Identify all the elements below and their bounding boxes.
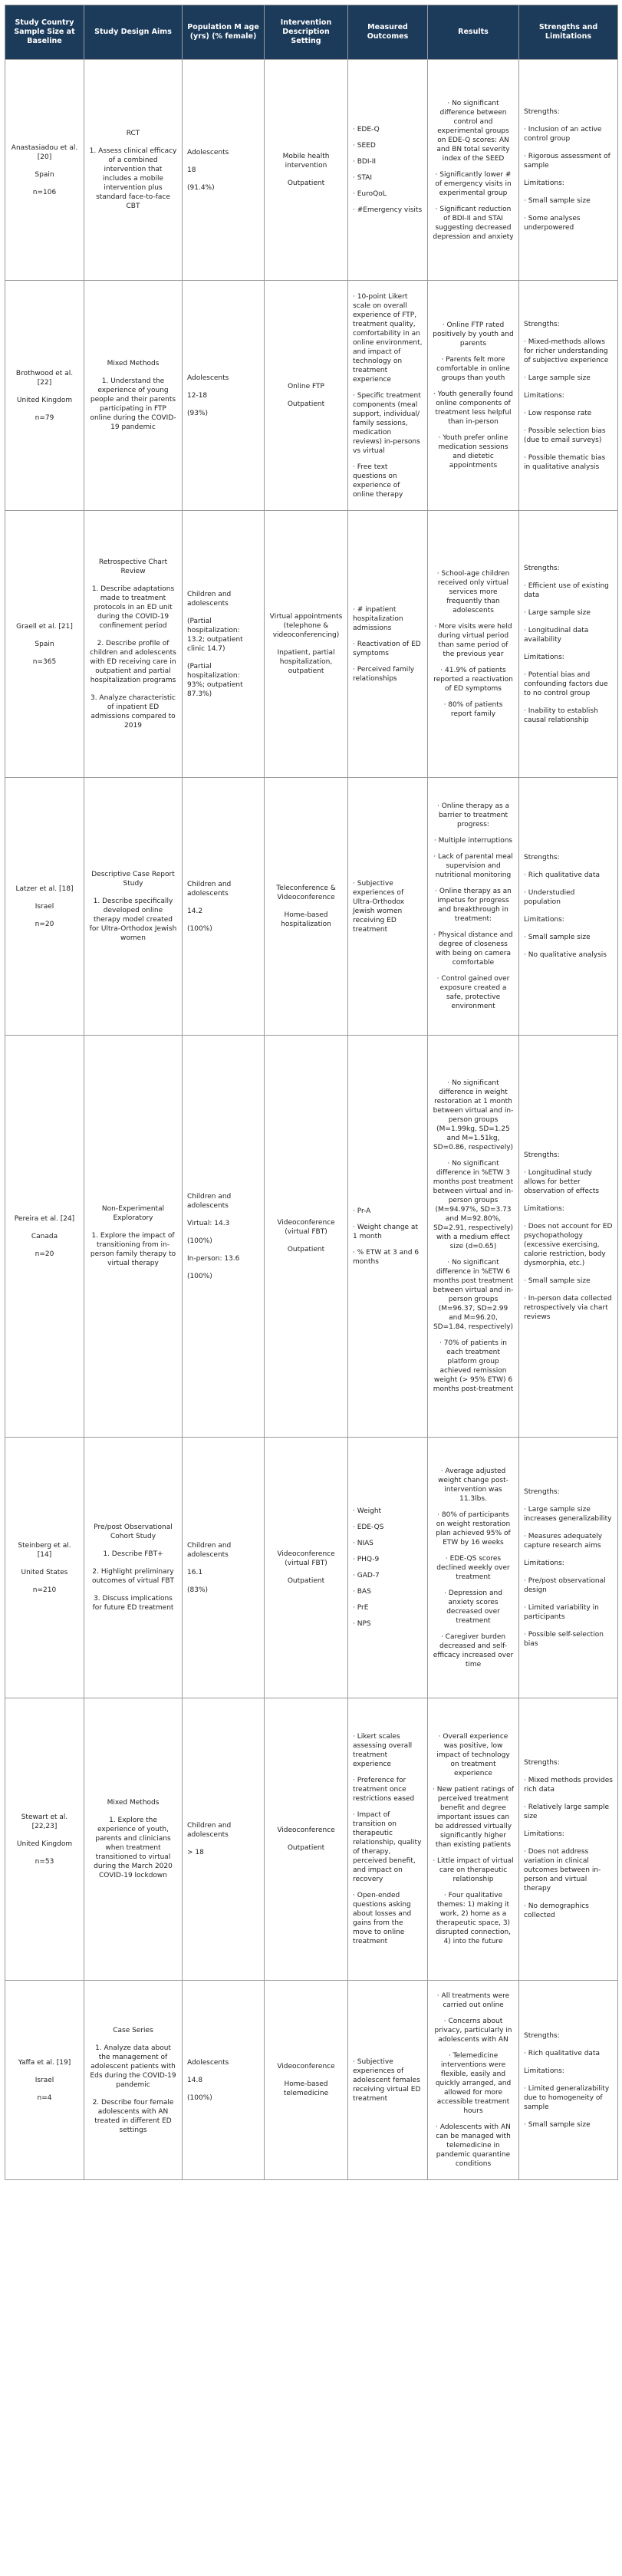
strength-limitation-line: · Understudied population: [524, 889, 575, 906]
population-line: Children and adolescents: [187, 590, 232, 608]
study-country: Israel: [35, 2076, 54, 2084]
result-item: · Average adjusted weight change post-intervention was 11.3lbs.: [433, 1467, 514, 1504]
outcome-item: · 10-point Likert scale on overall experience of FTP, treatment quality, comfortability in an online environment, and impact of technology on treatment experience: [353, 292, 423, 384]
results-list: [433, 321, 514, 470]
study-sample-size: n=210: [32, 1586, 57, 1594]
strengths-cell: [519, 60, 618, 281]
population-line: Adolescents: [187, 374, 229, 382]
studies-table: [5, 5, 618, 2180]
population-line: (100%): [187, 2093, 212, 2102]
header-outcomes: Measured Outcomes: [348, 5, 428, 60]
intervention-line: Outpatient: [287, 1246, 325, 1253]
population-line: 14.8: [187, 2076, 203, 2084]
study-design: RCT: [126, 130, 140, 137]
results-list: [433, 99, 514, 242]
strength-limitation-line: · Pre/post observational design: [524, 1576, 606, 1594]
study-aim: 1. Analyze data about the management of adolescent patients with Eds during the COVID-19 pandemic: [90, 2044, 176, 2089]
study-cell: [5, 60, 84, 281]
table-row: [5, 1981, 618, 2180]
intervention-line: Videoconference (virtual FBT): [277, 1219, 335, 1236]
intervention-line: Virtual appointments (telephone & videoconferencing): [269, 613, 343, 639]
strength-limitation-line: Strengths:: [524, 1151, 560, 1159]
population-line: (93%): [187, 409, 209, 417]
strength-limitation-line: · No qualitative analysis: [524, 951, 607, 959]
strength-limitation-line: · Large sample size: [524, 608, 591, 617]
outcome-item: · STAI: [353, 173, 423, 183]
population-line: 18: [187, 166, 196, 174]
outcome-item: · # inpatient hospitalization admissions: [353, 605, 423, 633]
table-row: [5, 281, 618, 511]
results-list: [433, 1991, 514, 2169]
outcomes-cell: [348, 60, 428, 281]
results-cell: [428, 1981, 519, 2180]
outcome-item: · EDE-Q: [353, 125, 423, 134]
design-cell: [84, 778, 183, 1036]
outcomes-cell: [348, 1036, 428, 1438]
outcome-item: · NIAS: [353, 1539, 423, 1548]
results-cell: [428, 1698, 519, 1981]
population-line: (100%): [187, 1237, 212, 1245]
intervention-cell: [265, 1438, 348, 1698]
result-item: · Significantly lower # of emergency visits in experimental group: [433, 170, 514, 198]
strength-limitation-line: · Small sample size: [524, 197, 591, 205]
population-cell: [183, 1981, 265, 2180]
study-name: Latzer et al. [18]: [15, 884, 74, 893]
strength-limitation-line: · Does not account for ED psychopathology (excessive exercising, calorie restriction, body dysmorphia, etc.): [524, 1223, 613, 1267]
strength-limitation-line: Limitations:: [524, 916, 564, 924]
study-aim: 3. Discuss implications for future ED treatment: [92, 1595, 174, 1612]
results-cell: [428, 778, 519, 1036]
result-item: · Little impact of virtual care on therapeutic relationship: [433, 1856, 514, 1884]
outcome-item: · Subjective experiences of Ultra-Orthodox Jewish women receiving ED treatment: [353, 879, 423, 934]
header-row: [5, 5, 618, 60]
study-cell: [5, 1698, 84, 1981]
result-item: · Youth prefer online medication sessions and dietetic appointments: [433, 433, 514, 470]
strength-limitation-line: · Rich qualitative data: [524, 2049, 600, 2057]
intervention-cell: [265, 1036, 348, 1438]
study-cell: [5, 1036, 84, 1438]
result-item: · School-age children received only virtual services more frequently than adolescents: [433, 569, 514, 615]
strength-limitation-line: Strengths:: [524, 854, 560, 861]
study-name: Graell et al. [21]: [16, 622, 73, 631]
outcome-item: · EDE-QS: [353, 1523, 423, 1532]
header-study: Study Country Sample Size at Baseline: [5, 5, 84, 60]
study-design: Pre/post Observational Cohort Study: [94, 1524, 173, 1540]
results-cell: [428, 1438, 519, 1698]
result-item: · Overall experience was positive, low impact of technology on treatment experience: [433, 1732, 514, 1778]
study-name: Stewart et al. [22,23]: [21, 1813, 68, 1830]
population-cell: [183, 778, 265, 1036]
intervention-line: Outpatient: [287, 180, 325, 187]
strength-limitation-line: · Inclusion of an active control group: [524, 126, 602, 143]
table-row: [5, 1438, 618, 1698]
outcome-item: · Pr-A: [353, 1207, 423, 1216]
result-item: · Significant reduction of BDI-II and STAI suggesting decreased depression and anxiety: [433, 205, 514, 242]
outcomes-list: [353, 2057, 423, 2103]
result-item: · Parents felt more comfortable in online groups than youth: [433, 355, 514, 383]
result-item: · Control gained over exposure created a safe, protective environment: [433, 974, 514, 1011]
outcome-item: · EuroQoL: [353, 189, 423, 199]
population-line: Children and adolescents: [187, 1822, 232, 1839]
result-item: · Physical distance and degree of closeness with being on camera comfortable: [433, 931, 514, 967]
outcome-item: · % ETW at 3 and 6 months: [353, 1248, 423, 1267]
intervention-cell: [265, 1698, 348, 1981]
strength-limitation-line: Strengths:: [524, 320, 560, 328]
strength-limitation-line: · Relatively large sample size: [524, 1804, 610, 1820]
header-design: Study Design Aims: [84, 5, 183, 60]
strength-limitation-line: · Possible selection bias (due to email surveys): [524, 427, 606, 444]
outcomes-cell: [348, 281, 428, 511]
study-name: Yaffa et al. [19]: [18, 2058, 71, 2067]
study-sample-size: n=365: [32, 657, 57, 666]
study-cell: [5, 778, 84, 1036]
strength-limitation-line: Strengths:: [524, 108, 560, 116]
outcomes-cell: [348, 1438, 428, 1698]
strength-limitation-line: · Does not address variation in clinical outcomes between in-person and virtual therapy: [524, 1848, 601, 1892]
strength-limitation-line: Limitations:: [524, 653, 564, 661]
strength-limitation-line: · Low response rate: [524, 409, 592, 417]
study-aim: 1. Describe adaptations made to treatment protocols in an ED unit during the COVID-19 confinement period: [91, 585, 175, 630]
intervention-line: Online FTP: [288, 383, 324, 390]
header-population: Population M age (yrs) (% female): [183, 5, 265, 60]
strength-limitation-line: · Potential bias and confounding factors due to no control group: [524, 670, 608, 697]
design-cell: [84, 1036, 183, 1438]
study-design: Mixed Methods: [107, 1799, 160, 1807]
outcomes-list: [353, 1507, 423, 1629]
study-country: Israel: [35, 902, 54, 911]
population-line: 12-18: [187, 391, 208, 400]
study-aim: 1. Describe specifically developed online therapy model created for Ultra-Orthodox Jewish women: [89, 898, 177, 942]
intervention-cell: [265, 281, 348, 511]
outcomes-list: [353, 605, 423, 684]
strength-limitation-line: · Longitudinal study allows for better observation of effects: [524, 1169, 600, 1195]
result-item: · Online therapy as a barrier to treatment progress:: [433, 802, 514, 829]
study-design: Mixed Methods: [107, 360, 160, 367]
population-line: (91.4%): [187, 183, 215, 192]
strength-limitation-line: Limitations:: [524, 1205, 564, 1213]
result-item: · No significant difference in %ETW 6 months post treatment between virtual and in-person groups (M=96.37, SD=2.99 and M=96.20, SD=1.84, respectively): [433, 1258, 514, 1332]
strength-limitation-line: · Large sample size: [524, 374, 591, 382]
design-cell: [84, 60, 183, 281]
strengths-cell: [519, 1698, 618, 1981]
study-sample-size: n=53: [35, 1857, 54, 1866]
result-item: · 80% of patients report family: [433, 700, 514, 719]
strength-limitation-line: · Longitudinal data availability: [524, 626, 589, 644]
strength-limitation-line: · In-person data collected retrospectively via chart reviews: [524, 1295, 612, 1321]
result-item: · Concerns about privacy, particularly in adolescents with AN: [433, 2017, 514, 2044]
results-list: [433, 802, 514, 1011]
intervention-line: Outpatient: [287, 1844, 325, 1852]
population-line: 16.1: [187, 1568, 203, 1576]
design-cell: [84, 1438, 183, 1698]
study-sample-size: n=20: [35, 1250, 54, 1258]
design-cell: [84, 1698, 183, 1981]
strength-limitation-line: · Efficient use of existing data: [524, 581, 609, 599]
strength-limitation-line: · Large sample size increases generalizability: [524, 1505, 612, 1523]
strengths-cell: [519, 281, 618, 511]
intervention-line: Mobile health intervention: [282, 153, 330, 170]
intervention-line: Outpatient: [287, 1577, 325, 1585]
study-country: Canada: [31, 1232, 58, 1240]
outcome-item: · #Emergency visits: [353, 206, 423, 215]
intervention-line: Videoconference: [277, 1827, 335, 1834]
strength-limitation-line: · Small sample size: [524, 1277, 591, 1285]
study-aim: 1. Explore the impact of transitioning from in-person family therapy to virtual therapy: [90, 1232, 176, 1267]
strength-limitation-line: · Limited generalizability due to homogeneity of sample: [524, 2084, 610, 2111]
outcome-item: · GAD-7: [353, 1571, 423, 1580]
study-cell: [5, 1981, 84, 2180]
population-line: Children and adolescents: [187, 1541, 232, 1559]
result-item: · Online FTP rated positively by youth and parents: [433, 321, 514, 348]
outcome-item: · Free text questions on experience of online therapy: [353, 463, 423, 499]
strength-limitation-line: · Possible thematic bias in qualitative analysis: [524, 453, 606, 471]
result-item: · Caregiver burden decreased and self-efficacy increased over time: [433, 1632, 514, 1669]
result-item: · Multiple interruptions: [433, 836, 514, 845]
study-country: Spain: [35, 640, 54, 648]
strength-limitation-line: · Limited variability in participants: [524, 1603, 599, 1621]
intervention-line: Teleconference & Videoconference: [276, 884, 336, 901]
outcome-item: · Weight: [353, 1507, 423, 1516]
study-name: Brothwood et al. [22]: [15, 369, 74, 387]
strength-limitation-line: Limitations:: [524, 2067, 564, 2075]
outcomes-list: [353, 125, 423, 215]
population-cell: [183, 281, 265, 511]
population-cell: [183, 1036, 265, 1438]
study-aim: 1. Understand the experience of young people and their parents participating in FTP online during the COVID-19 pandemic: [90, 377, 176, 431]
outcome-item: · Preference for treatment once restrictions eased: [353, 1776, 423, 1804]
study-country: United Kingdom: [16, 1840, 73, 1848]
outcome-item: · Open-ended questions asking about losses and gains from the move to online treatment: [353, 1891, 423, 1946]
strength-limitation-line: Strengths:: [524, 1759, 560, 1767]
intervention-line: Videoconference: [277, 2063, 335, 2070]
strength-limitation-line: · No demographics collected: [524, 1902, 589, 1919]
population-line: > 18: [187, 1849, 204, 1856]
result-item: · 70% of patients in each treatment platform group achieved remission weight (> 95% ETW) 6 months post-treatment: [433, 1339, 514, 1394]
outcome-item: · Impact of transition on therapeutic relationship, quality of therapy, perceived benefit, and impact on recovery: [353, 1810, 423, 1884]
result-item: · Online therapy as an impetus for progress and breakthrough in treatment:: [433, 887, 514, 924]
study-sample-size: n=79: [35, 413, 54, 422]
strength-limitation-line: Strengths:: [524, 2031, 560, 2040]
population-cell: [183, 1698, 265, 1981]
strengths-cell: [519, 1036, 618, 1438]
population-cell: [183, 1438, 265, 1698]
study-design: Retrospective Chart Review: [98, 558, 168, 575]
study-name: Steinberg et al. [14]: [18, 1541, 71, 1559]
results-cell: [428, 60, 519, 281]
outcome-item: · NPS: [353, 1619, 423, 1629]
strengths-cell: [519, 1438, 618, 1698]
table-row: [5, 1036, 618, 1438]
population-cell: [183, 60, 265, 281]
outcomes-list: [353, 292, 423, 499]
header-results: Results: [428, 5, 519, 60]
result-item: · Depression and anxiety scores decreased over treatment: [433, 1589, 514, 1626]
population-line: (83%): [187, 1586, 209, 1594]
population-line: (100%): [187, 924, 212, 933]
result-item: · 41.9% of patients reported a reactivation of ED symptoms: [433, 666, 514, 693]
header-intervention: Intervention Description Setting: [265, 5, 348, 60]
study-sample-size: n=20: [35, 920, 54, 928]
population-line: (Partial hospitalization: 93%; outpatient 87.3%): [187, 662, 243, 698]
design-cell: [84, 511, 183, 778]
strengths-cell: [519, 1981, 618, 2180]
results-list: [433, 569, 514, 719]
results-cell: [428, 281, 519, 511]
strength-limitation-line: Limitations:: [524, 180, 564, 187]
strength-limitation-line: · Mixed methods provides rich data: [524, 1777, 613, 1794]
intervention-line: Outpatient: [287, 400, 325, 408]
results-list: [433, 1467, 514, 1669]
result-item: · New patient ratings of perceived treatment benefit and degree important issues can be addressed virtually significantly higher than existing patients: [433, 1785, 514, 1850]
results-cell: [428, 1036, 519, 1438]
strength-limitation-line: · Rich qualitative data: [524, 871, 600, 879]
population-line: Adolescents: [187, 148, 229, 156]
study-design: Descriptive Case Report Study: [91, 871, 175, 888]
study-design: Non-Experimental Exploratory: [101, 1205, 165, 1222]
outcome-item: · Weight change at 1 month: [353, 1223, 423, 1241]
intervention-line: Home-based hospitalization: [281, 911, 331, 928]
study-sample-size: n=4: [37, 2093, 52, 2102]
result-item: · All treatments were carried out online: [433, 1991, 514, 2010]
population-line: Children and adolescents: [187, 1192, 232, 1210]
study-aim: 1. Assess clinical efficacy of a combined intervention that includes a mobile intervention plus standard face-to-face CBT: [89, 147, 177, 210]
study-sample-size: n=106: [32, 188, 57, 196]
study-aim: 2. Describe profile of children and adolescents with ED receiving care in outpatient and partial hospitalization programs: [90, 640, 176, 684]
outcomes-list: [353, 1732, 423, 1946]
intervention-cell: [265, 511, 348, 778]
design-cell: [84, 281, 183, 511]
study-name: Anastasiadou et al. [20]: [11, 143, 78, 161]
strength-limitation-line: Limitations:: [524, 1830, 564, 1838]
outcomes-cell: [348, 511, 428, 778]
outcome-item: · Specific treatment components (meal support, individual/ family sessions, medication reviews) in-persons vs virtual: [353, 391, 423, 456]
population-line: Adolescents: [187, 2058, 229, 2067]
results-list: [433, 1732, 514, 1946]
population-line: (Partial hospitalization: 13.2; outpatient clinic 14.7): [187, 617, 243, 653]
study-country: United States: [21, 1568, 68, 1576]
intervention-cell: [265, 60, 348, 281]
results-list: [433, 1079, 514, 1394]
result-item: · Adolescents with AN can be managed with telemedicine in pandemic quarantine conditions: [433, 2123, 514, 2169]
study-aim: 2. Highlight preliminary outcomes of virtual FBT: [91, 1568, 175, 1585]
outcomes-list: [353, 1207, 423, 1267]
study-country: Spain: [35, 170, 54, 179]
result-item: · Telemedicine interventions were flexible, easily and quickly arranged, and allowed for more accessible treatment hours: [433, 2051, 514, 2116]
study-cell: [5, 511, 84, 778]
intervention-cell: [265, 1981, 348, 2180]
outcome-item: · Likert scales assessing overall treatment experience: [353, 1732, 423, 1769]
study-cell: [5, 1438, 84, 1698]
intervention-line: Videoconference (virtual FBT): [277, 1550, 335, 1567]
population-cell: [183, 511, 265, 778]
intervention-line: Inpatient, partial hospitalization, outpatient: [277, 649, 335, 675]
table-row: [5, 1698, 618, 1981]
outcome-item: · BDI-II: [353, 157, 423, 166]
strength-limitation-line: · Rigorous assessment of sample: [524, 153, 610, 170]
outcome-item: · Subjective experiences of adolescent females receiving virtual ED treatment: [353, 2057, 423, 2103]
strength-limitation-line: · Small sample size: [524, 934, 591, 941]
strength-limitation-line: · Inability to establish causal relationship: [524, 707, 598, 724]
strength-limitation-line: Strengths:: [524, 1487, 560, 1496]
result-item: · Lack of parental meal supervision and nutritional monitoring: [433, 852, 514, 880]
strength-limitation-line: Limitations:: [524, 1559, 564, 1567]
study-aim: 3. Analyze characteristic of inpatient ED admissions compared to 2019: [90, 694, 176, 730]
outcomes-list: [353, 879, 423, 934]
population-line: (100%): [187, 1272, 212, 1280]
outcome-item: · SEED: [353, 141, 423, 150]
table-row: [5, 60, 618, 281]
strength-limitation-line: · Small sample size: [524, 2120, 591, 2129]
strength-limitation-line: Strengths:: [524, 564, 560, 572]
header-strengths: Strengths and Limitations: [519, 5, 618, 60]
design-cell: [84, 1981, 183, 2180]
result-item: · 80% of participants on weight restoration plan achieved 95% of ETW by 16 weeks: [433, 1510, 514, 1547]
study-name: Pereira et al. [24]: [14, 1214, 75, 1223]
result-item: · Youth generally found online components of treatment less helpful than in-person: [433, 390, 514, 427]
strengths-cell: [519, 778, 618, 1036]
outcome-item: · BAS: [353, 1587, 423, 1596]
outcome-item: · PrE: [353, 1603, 423, 1612]
study-aim: 1. Describe FBT+: [103, 1550, 163, 1558]
outcome-item: · Perceived family relationships: [353, 665, 423, 684]
study-design: Case Series: [113, 2026, 153, 2034]
result-item: · No significant difference in weight restoration at 1 month between virtual and in-person groups (M=1.99kg, SD=1.25 and M=1.51kg, SD=0.86, respectively): [433, 1079, 514, 1152]
strength-limitation-line: · Measures adequately capture research aims: [524, 1532, 603, 1550]
study-aim: 2. Describe four female adolescents with AN treated in different ED settings: [92, 2098, 174, 2134]
intervention-cell: [265, 778, 348, 1036]
strengths-cell: [519, 511, 618, 778]
strength-limitation-line: · Some analyses underpowered: [524, 215, 581, 232]
table-row: [5, 511, 618, 778]
result-item: · More visits were held during virtual period than same period of the previous year: [433, 622, 514, 659]
population-line: 14.2: [187, 907, 203, 915]
result-item: · Four qualitative themes: 1) making it work, 2) home as a therapeutic space, 3) disrupted connection, 4) into the future: [433, 1891, 514, 1946]
strength-limitation-line: Limitations:: [524, 391, 564, 400]
outcome-item: · PHQ-9: [353, 1555, 423, 1564]
result-item: · EDE-QS scores declined weekly over treatment: [433, 1554, 514, 1582]
population-line: In-person: 13.6: [187, 1254, 240, 1263]
study-aim: 1. Explore the experience of youth, parents and clinicians when treatment transitioned to virtual during the March 2020 COVID-19 lockdown: [94, 1817, 173, 1879]
result-item: · No significant difference between control and experimental groups on EDE-Q scores: AN and BN total severity index of the SEED: [433, 99, 514, 163]
outcomes-cell: [348, 1698, 428, 1981]
population-line: Virtual: 14.3: [187, 1219, 230, 1227]
intervention-line: Home-based telemedicine: [283, 2080, 329, 2097]
population-line: Children and adolescents: [187, 880, 232, 898]
outcomes-cell: [348, 778, 428, 1036]
outcomes-cell: [348, 1981, 428, 2180]
result-item: · No significant difference in %ETW 3 months post treatment between virtual and in-person groups (M=94.97%, SD=3.73 and M=92.80%, SD=2.91, respectively) with a medium effect size (d=0.65): [433, 1159, 514, 1251]
study-country: United Kingdom: [16, 396, 73, 404]
strength-limitation-line: · Mixed-methods allows for richer understanding of subjective experience: [524, 338, 609, 364]
table-row: [5, 778, 618, 1036]
results-cell: [428, 511, 519, 778]
outcome-item: · Reactivation of ED symptoms: [353, 640, 423, 658]
study-cell: [5, 281, 84, 511]
strength-limitation-line: · Possible self-selection bias: [524, 1630, 604, 1648]
